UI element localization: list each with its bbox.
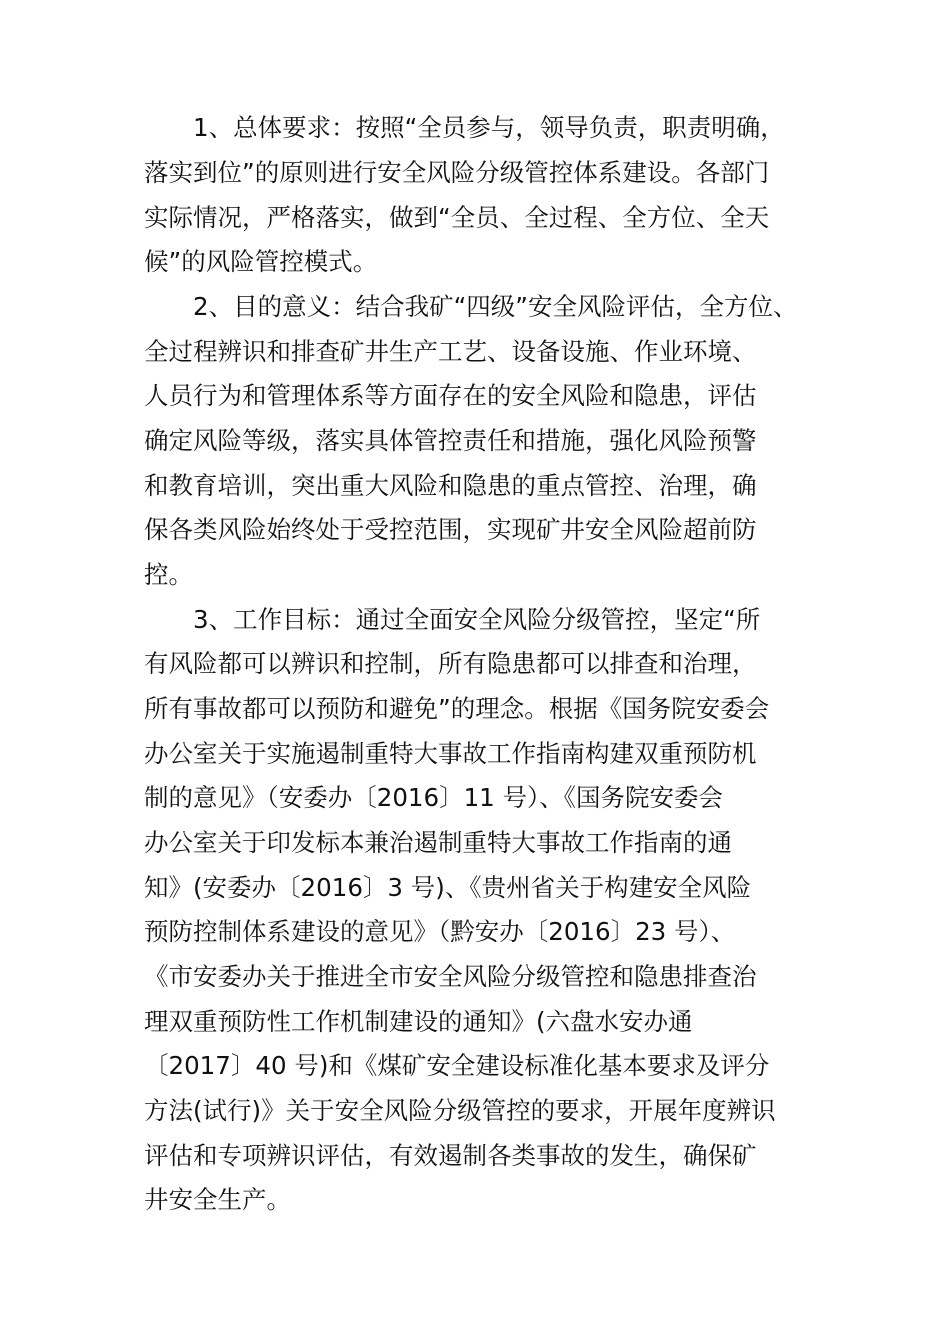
text-line: 全过程辨识和排查矿井生产工艺、设备设施、作业环境、 <box>144 337 757 366</box>
text-line: 3、工作目标：通过全面安全风险分级管控，坚定“所 <box>193 605 761 634</box>
text-line: 确定风险等级，落实具体管控责任和措施，强化风险预警 <box>144 426 757 455</box>
text-line: 理双重预防性工作机制建设的通知》(六盘水安办通 <box>144 1007 693 1036</box>
text-line: 落实到位”的原则进行安全风险分级管控体系建设。各部门 <box>144 158 770 187</box>
text-line: 实际情况，严格落实，做到“全员、全过程、全方位、全天 <box>144 203 770 232</box>
text-line: 制的意见》（安委办〔2016〕11 号）、《国务院安委会 <box>144 783 724 812</box>
text-line: 1、总体要求：按照“全员参与，领导负责，职责明确， <box>193 113 785 142</box>
text-line: 预防控制体系建设的意见》（黔安办〔2016〕23 号）、 <box>144 917 736 946</box>
text-line: 和教育培训，突出重大风险和隐患的重点管控、治理，确 <box>144 471 757 500</box>
text-line: 方法(试行)》关于安全风险分级管控的要求，开展年度辨识 <box>144 1096 776 1125</box>
text-line: 知》(安委办〔2016〕3 号)、《贵州省关于构建安全风险 <box>144 873 752 902</box>
text-line: 所有事故都可以预防和避免”的理念。根据《国务院安委会 <box>144 694 770 723</box>
text-line: 人员行为和管理体系等方面存在的安全风险和隐患，评估 <box>144 381 757 410</box>
text-line: 控。 <box>144 560 193 589</box>
text-line: 候”的风险管控模式。 <box>144 247 378 276</box>
text-line: 有风险都可以辨识和控制，所有隐患都可以排查和治理， <box>144 649 757 678</box>
text-line: 办公室关于印发标本兼治遏制重特大事故工作指南的通 <box>144 828 732 857</box>
text-line: 井安全生产。 <box>144 1185 291 1214</box>
text-line: 评估和专项辨识评估，有效遏制各类事故的发生，确保矿 <box>144 1141 757 1170</box>
text-line: 2、目的意义：结合我矿“四级”安全风险评估，全方位、 <box>193 292 798 321</box>
text-line: 保各类风险始终处于受控范围，实现矿井安全风险超前防 <box>144 515 757 544</box>
text-line: 办公室关于实施遏制重特大事故工作指南构建双重预防机 <box>144 739 757 768</box>
text-line: 〔2017〕40 号)和《煤矿安全建设标准化基本要求及评分 <box>144 1051 770 1080</box>
text-line: 《市安委办关于推进全市安全风险分级管控和隐患排查治 <box>144 962 757 991</box>
